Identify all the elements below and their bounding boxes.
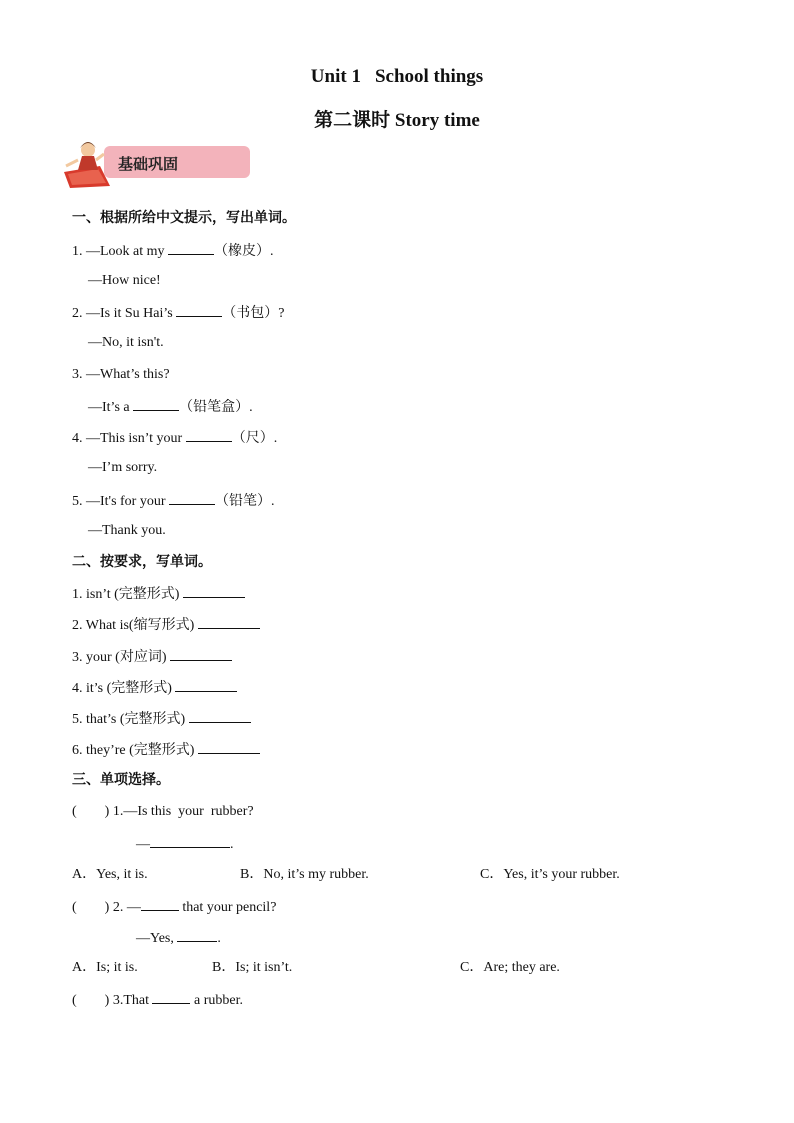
unit-name: School things [374, 66, 484, 87]
answer-blank[interactable] [175, 678, 237, 692]
section1-heading: 一、根据所给中文提示，写出单词。 [72, 210, 296, 226]
answer-blank[interactable] [169, 491, 215, 505]
s1-q4: 4. —This isn’t your （尺）. [72, 428, 277, 448]
s2-item-1: 1. isn’t (完整形式) [72, 584, 245, 604]
s3-q2-reply: —Yes, . [136, 928, 221, 948]
answer-blank[interactable] [150, 834, 230, 848]
answer-blank[interactable] [133, 397, 179, 411]
s2-item-3: 3. your (对应词) [72, 647, 232, 667]
badge-label: 基础巩固 [118, 155, 179, 173]
answer-blank[interactable] [198, 615, 260, 629]
s1-q5-reply: —Thank you. [88, 523, 166, 538]
s1-q4-reply: —I’m sorry. [88, 460, 158, 475]
answer-blank[interactable] [177, 928, 217, 942]
answer-blank[interactable] [170, 647, 232, 661]
s3-q1-stem: ( ) 1.—Is this your rubber? [72, 804, 254, 819]
s2-item-6: 6. they’re (完整形式) [72, 740, 260, 760]
answer-blank[interactable] [183, 584, 245, 598]
s1-q3: 3. —What’s this? [72, 367, 170, 382]
lesson-subtitle: 第二课时 Story time [314, 110, 480, 131]
s3-q1-option-b[interactable]: B．No, it’s my rubber. [240, 867, 369, 882]
section3-heading: 三、单项选择。 [72, 772, 170, 788]
s3-q2-option-c[interactable]: C．Are; they are. [460, 960, 560, 975]
answer-blank[interactable] [198, 740, 260, 754]
answer-blank[interactable] [168, 241, 214, 255]
s1-q1-reply: —How nice! [88, 273, 161, 288]
s3-q1-option-c[interactable]: C．Yes, it’s your rubber. [480, 867, 620, 882]
s1-q1: 1. —Look at my （橡皮）. [72, 241, 274, 261]
s1-q3-line2: —It’s a （铅笔盒）. [88, 397, 253, 417]
s3-q2-option-a[interactable]: A．Is; it is. [72, 960, 138, 975]
answer-blank[interactable] [141, 897, 179, 911]
s1-q2: 2. —Is it Su Hai’s （书包）? [72, 303, 284, 323]
s3-q2-stem: ( ) 2. — that your pencil? [72, 897, 276, 917]
answer-blank[interactable] [176, 303, 222, 317]
unit-number: Unit 1 [310, 66, 361, 87]
s1-q2-reply: —No, it isn't. [88, 335, 164, 350]
s2-item-2: 2. What is(缩写形式) [72, 615, 260, 635]
s3-q2-option-b[interactable]: B．Is; it isn’t. [212, 960, 293, 975]
s2-item-5: 5. that’s (完整形式) [72, 709, 251, 729]
s3-q3-stem: ( ) 3.That a rubber. [72, 990, 243, 1010]
answer-blank[interactable] [186, 428, 232, 442]
s1-q5: 5. —It's for your （铅笔）. [72, 491, 275, 511]
s3-q1-reply: — . [136, 834, 234, 854]
page-title [0, 66, 794, 88]
answer-blank[interactable] [189, 709, 251, 723]
section2-heading: 二、按要求，写单词。 [72, 554, 212, 570]
answer-blank[interactable] [152, 990, 190, 1004]
s3-q1-option-a[interactable]: A．Yes, it is. [72, 867, 148, 882]
s2-item-4: 4. it’s (完整形式) [72, 678, 237, 698]
